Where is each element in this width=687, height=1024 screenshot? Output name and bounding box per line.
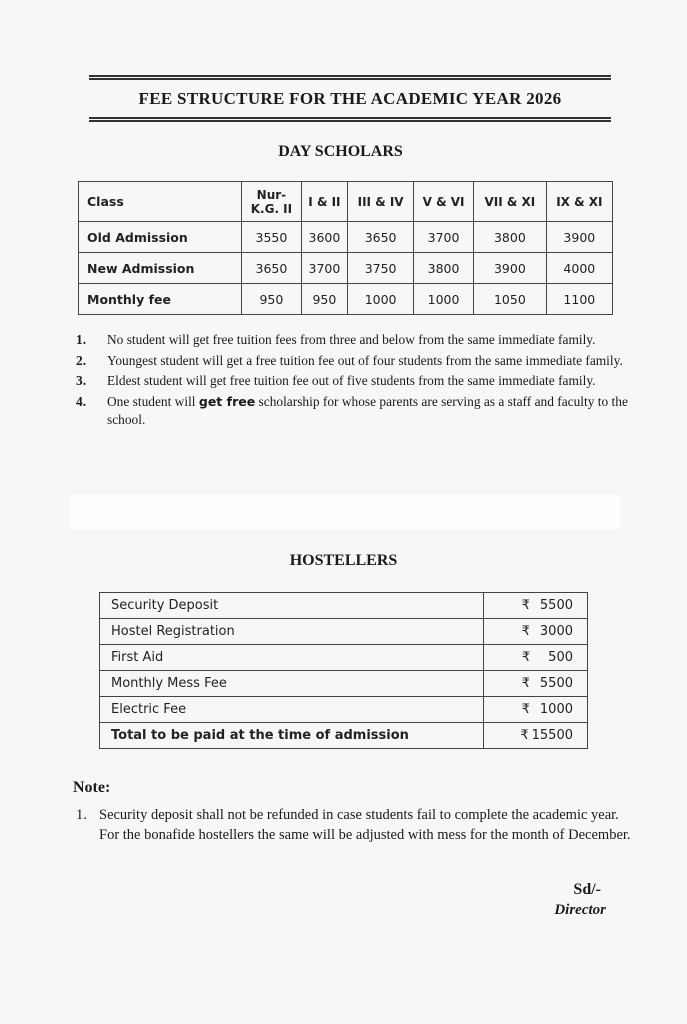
rupee-icon: ₹ (521, 598, 530, 613)
fee-cell: 3650 (242, 253, 301, 284)
total-amount-cell (484, 723, 588, 749)
table-header-row (79, 182, 613, 222)
header-cell: I & II (301, 182, 348, 222)
fee-cell: 3900 (546, 222, 612, 253)
rule-number: 1. (76, 332, 87, 347)
header-cell: IX & XI (546, 182, 612, 222)
fee-item-label: Security Deposit (100, 593, 484, 619)
fee-item-amount-cell (484, 593, 588, 619)
fee-cell: 950 (301, 284, 348, 315)
rupee-icon: ₹ (521, 650, 531, 665)
table-row (100, 645, 588, 671)
rule-item (76, 331, 636, 350)
rule-number: 2. (76, 352, 87, 368)
fee-cell: 3650 (348, 222, 414, 253)
note-number: 1. (76, 807, 87, 823)
rule-text: Youngest student will get a free tuition fee out of four students from the same immediate family. (107, 352, 623, 368)
fee-item-amount: 5500 (539, 676, 573, 691)
fee-item-label: Monthly Mess Fee (100, 671, 484, 697)
fee-cell: 3800 (474, 222, 547, 253)
signature-designation: Director (554, 902, 606, 918)
fee-cell: 3750 (348, 253, 414, 284)
table-row-total (100, 723, 588, 749)
signature-sd: Sd/- (573, 881, 601, 898)
header-cell: V & VI (414, 182, 474, 222)
table-row (100, 619, 588, 645)
notes-list (76, 805, 636, 845)
title-bottom-rule (89, 117, 611, 122)
fee-item-amount: 3000 (539, 624, 573, 639)
table-row-new-admission (79, 253, 613, 284)
rupee-icon: ₹ (520, 728, 529, 743)
title-top-rule (89, 75, 611, 80)
table-row-old-admission (79, 222, 613, 253)
rule-number: 4. (76, 393, 87, 409)
blank-band (70, 495, 620, 529)
day-scholars-title: DAY SCHOLARS (278, 143, 403, 160)
fee-item-amount-cell (484, 671, 588, 697)
rule-text-bold: get free (198, 393, 256, 409)
table-row (100, 671, 588, 697)
note-item (76, 805, 636, 845)
fee-cell: 3600 (301, 222, 348, 253)
note-heading: Note: (73, 779, 111, 796)
day-scholars-fee-table (78, 181, 613, 315)
rule-text: Eldest student will get free tuition fee out of five students from the same immediate family. (107, 373, 596, 388)
fee-item-label: Hostel Registration (100, 619, 484, 645)
fee-item-amount: 500 (548, 650, 573, 665)
note-text: Security deposit shall not be refunded in case students fail to complete the academic year. For the bonafide hostellers the same will be adjusted with mess for the month of December. (99, 807, 631, 843)
tuition-rules-list (76, 331, 636, 432)
header-cell: VII & XI (474, 182, 547, 222)
fee-item-amount-cell (484, 645, 588, 671)
hostellers-title: HOSTELLERS (289, 552, 398, 569)
fee-cell: 3900 (474, 253, 547, 284)
rule-item (76, 372, 636, 391)
header-cell: III & IV (348, 182, 414, 222)
header-cell-class: Class (79, 182, 242, 222)
row-label: Monthly fee (79, 284, 242, 315)
fee-cell: 3700 (301, 253, 348, 284)
total-label: Total to be paid at the time of admission (100, 723, 484, 749)
fee-cell: 1100 (546, 284, 612, 315)
rupee-icon: ₹ (521, 676, 530, 691)
rule-number: 3. (76, 373, 87, 388)
row-label: New Admission (79, 253, 242, 284)
fee-cell: 1000 (414, 284, 474, 315)
header-cell (242, 182, 301, 222)
fee-cell: 3800 (414, 253, 474, 284)
fee-cell: 1000 (348, 284, 414, 315)
table-row (100, 593, 588, 619)
fee-item-amount-cell (484, 697, 588, 723)
fee-item-amount: 5500 (539, 598, 573, 613)
fee-item-amount-cell (484, 619, 588, 645)
rule-text-post: scholarship for whose parents are serving as a staff and faculty to the school. (107, 393, 628, 427)
table-row-monthly-fee (79, 284, 613, 315)
fee-cell: 950 (242, 284, 301, 315)
header-cell-line-2: K.G. II (250, 201, 293, 216)
rupee-icon: ₹ (521, 624, 530, 639)
row-label: Old Admission (79, 222, 242, 253)
fee-cell: 1050 (474, 284, 547, 315)
fee-item-amount: 1000 (539, 702, 573, 717)
total-amount: 15500 (531, 728, 573, 743)
fee-cell: 3550 (242, 222, 301, 253)
rupee-icon: ₹ (521, 702, 530, 717)
header-cell-line-1: Nur- (256, 187, 287, 202)
fee-cell: 4000 (546, 253, 612, 284)
rule-text-pre: One student will (107, 393, 199, 409)
fee-item-label: First Aid (100, 645, 484, 671)
hostellers-fee-table (99, 592, 588, 749)
fee-cell: 3700 (414, 222, 474, 253)
rule-text: No student will get free tuition fees from three and below from the same immediate family. (107, 332, 596, 347)
fee-item-label: Electric Fee (100, 697, 484, 723)
rule-item (76, 352, 636, 371)
table-row (100, 697, 588, 723)
rule-item (76, 393, 636, 430)
document-title: FEE STRUCTURE FOR THE ACADEMIC YEAR 2026 (138, 89, 562, 108)
